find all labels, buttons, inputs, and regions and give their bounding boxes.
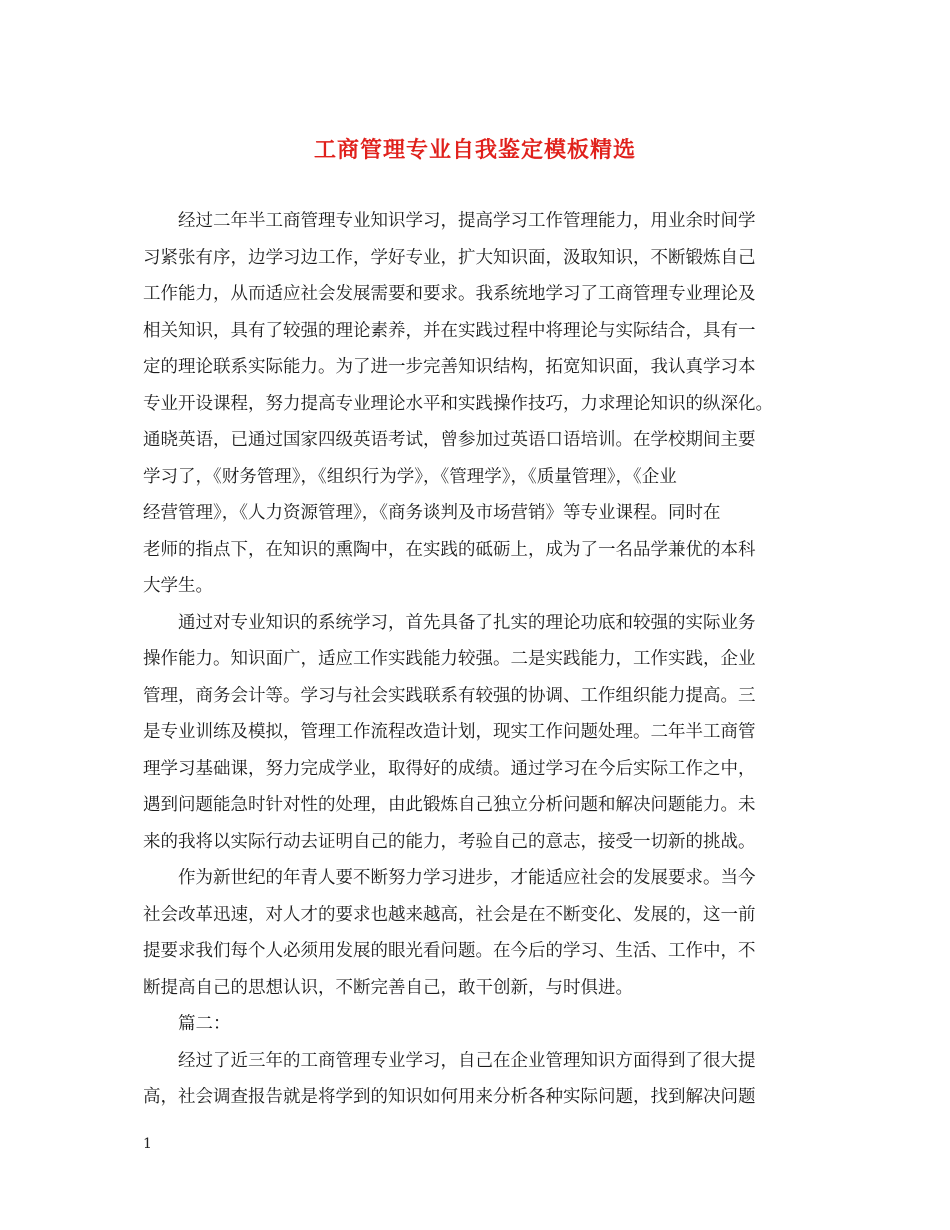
paragraph-line: 作为新世纪的年青人要不断努力学习进步，才能适应社会的发展要求。当今 [178, 868, 756, 888]
paragraph-line: 老师的指点下，在知识的熏陶中，在实践的砥砺上，成为了一名品学兼优的本科 [143, 539, 756, 560]
paragraph-line: 操作能力。知识面广，适应工作实践能力较强。二是实践能力，工作实践，企业 [143, 649, 756, 669]
paragraph-line: 断提高自己的思想认识，不断完善自己，敢干创新，与时俱进。 [143, 977, 633, 998]
page-number: 1 [143, 1136, 152, 1152]
paragraph-line: 遇到问题能急时针对性的处理，由此锻炼自己独立分析问题和解决问题能力。未 [143, 795, 756, 815]
paragraph-line: 大学生。 [143, 576, 213, 596]
paragraph-line: 专业开设课程，努力提高专业理论水平和实践操作技巧，力求理论知识的纵深化。 [143, 393, 773, 414]
paragraph-line: 通晓英语，已通过国家四级英语考试，曾参加过英语口语培训。在学校期间主要 [143, 430, 756, 450]
paragraph-line: 来的我将以实际行动去证明自己的能力，考验自己的意志，接受一切新的挑战。 [143, 831, 756, 852]
paragraph-line: 社会改革迅速，对人才的要求也越来越高，社会是在不断变化、发展的，这一前 [143, 904, 756, 925]
paragraph-line: 经过了近三年的工商管理专业学习，自己在企业管理知识方面得到了很大提 [178, 1050, 756, 1071]
paragraph-line: 工作能力，从而适应社会发展需要和要求。我系统地学习了工商管理专业理论及 [143, 284, 756, 304]
paragraph-line: 提要求我们每个人必须用发展的眼光看问题。在今后的学习、生活、工作中，不 [143, 941, 756, 961]
paragraph-line: 经营管理》，《人力资源管理》，《商务谈判及市场营销》等专业课程。同时在 [143, 503, 721, 523]
paragraph-line: 习紧张有序，边学习边工作，学好专业，扩大知识面，汲取知识，不断锻炼自己 [143, 247, 756, 268]
paragraph-line: 经过二年半工商管理专业知识学习，提高学习工作管理能力，用业余时间学 [178, 211, 756, 231]
paragraph-line: 管理，商务会计等。学习与社会实践联系有较强的协调、工作组织能力提高。三 [143, 685, 756, 706]
document-title: 工商管理专业自我鉴定模板精选 [313, 137, 636, 163]
section-heading: 篇二： [178, 1014, 231, 1034]
paragraph-line: 相关知识，具有了较强的理论素养，并在实践过程中将理论与实际结合，具有一 [143, 320, 756, 341]
paragraph-line: 高，社会调查报告就是将学到的知识如何用来分析各种实际问题，找到解决问题 [143, 1087, 756, 1107]
paragraph-line: 学习了，《财务管理》，《组织行为学》，《管理学》，《质量管理》，《企业 [143, 466, 677, 487]
paragraph-line: 定的理论联系实际能力。为了进一步完善知识结构，拓宽知识面，我认真学习本 [143, 357, 756, 377]
document-body [143, 203, 815, 1116]
paragraph-line: 理学习基础课，努力完成学业，取得好的成绩。通过学习在今后实际工作之中， [143, 758, 756, 779]
paragraph-line: 通过对专业知识的系统学习，首先具备了扎实的理论功底和较强的实际业务 [178, 612, 756, 633]
paragraph-line: 是专业训练及模拟，管理工作流程改造计划，现实工作问题处理。二年半工商管 [143, 722, 756, 742]
